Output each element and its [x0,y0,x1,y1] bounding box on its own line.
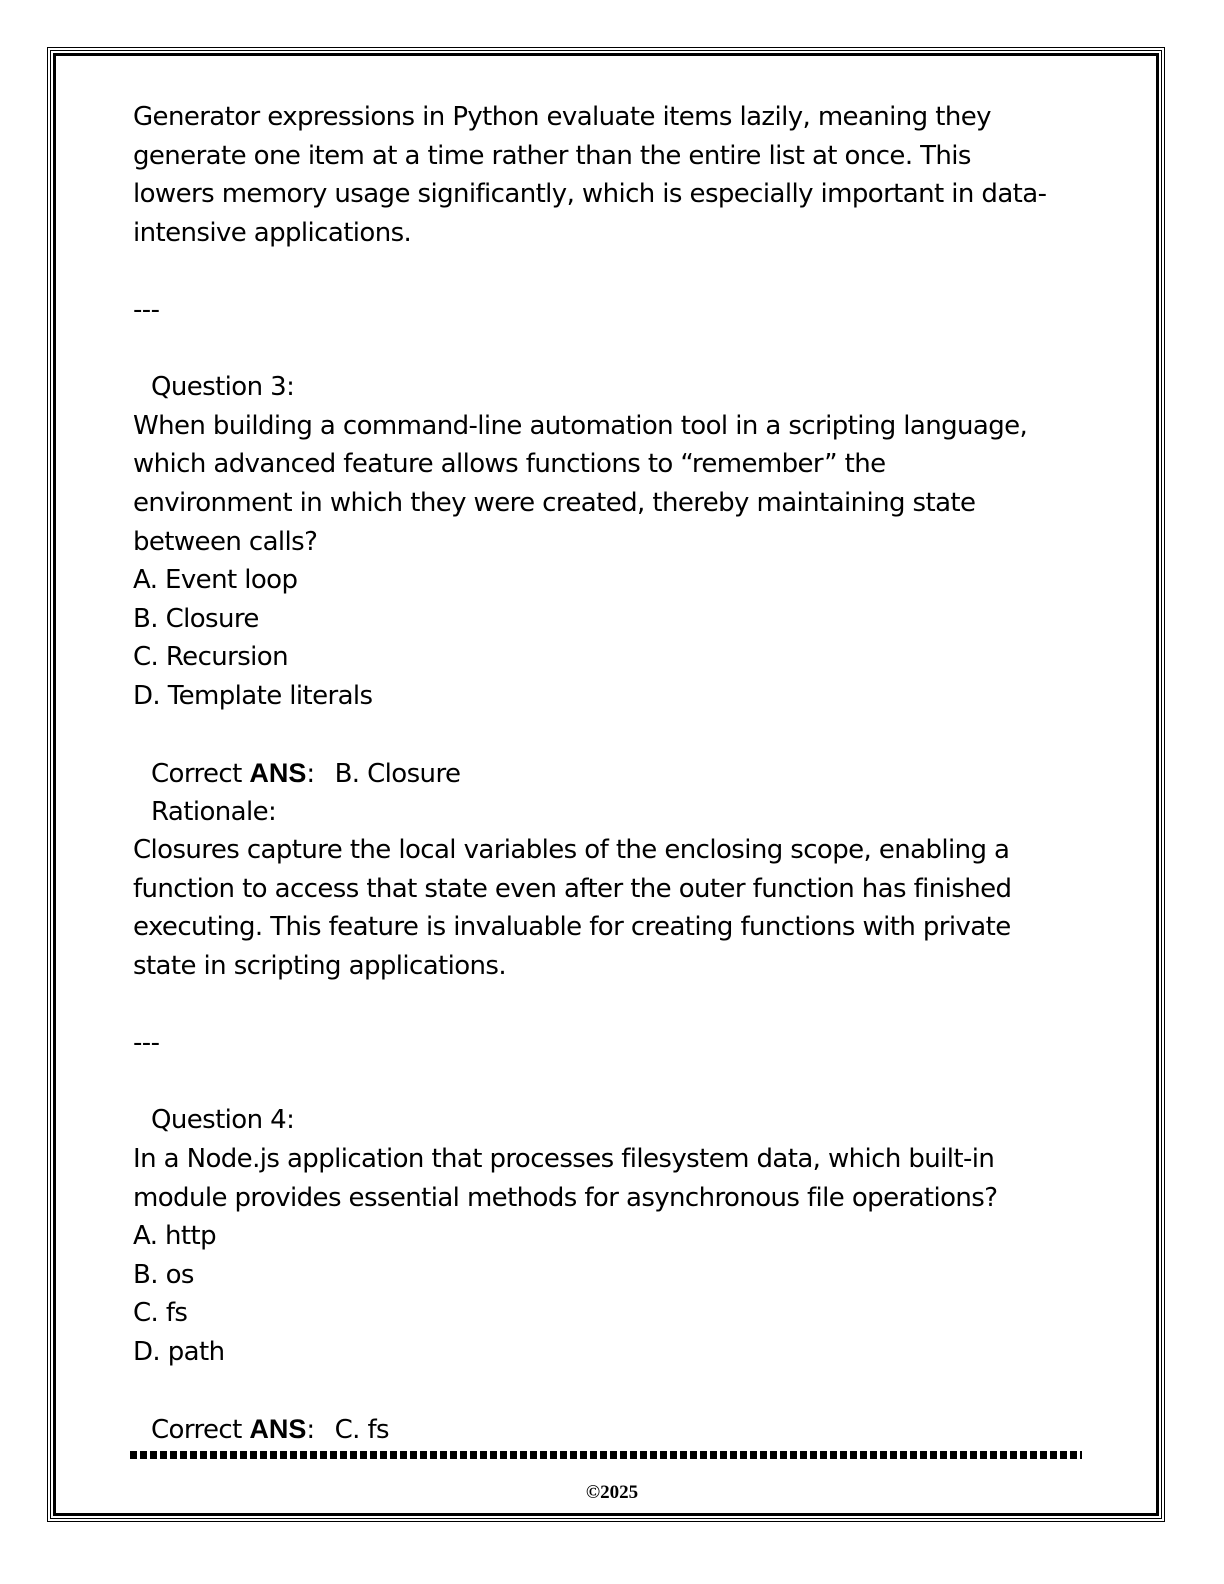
answer-option-b: B. Closure [133,603,259,634]
question-4 [133,1101,1093,1448]
answer-option-c: C. fs [133,1298,188,1329]
question-stem-line: In a Node.js application that processes filesystem data, which built-in [133,1144,995,1175]
rationale-line: executing. This feature is invaluable for creating functions with private [133,912,1011,943]
document-body [133,98,1093,1449]
question-stem-line: environment in which they were created, thereby maintaining state [133,487,976,518]
rationale-line: Closures capture the local variables of the enclosing scope, enabling a [133,835,1010,866]
answer-option-a: A. http [133,1221,217,1252]
correct-answer [133,754,1093,793]
paragraph-line: Generator expressions in Python evaluate items lazily, meaning they [133,102,991,132]
answer-option-b: B. os [133,1259,194,1290]
footer-dotted-divider [130,1451,1082,1459]
question-stem-line: which advanced feature allows functions to “remember” the [133,449,886,480]
correct-answer-value: C. fs [334,1415,389,1446]
paragraph-line: intensive applications. [133,217,412,248]
section-separator: --- [133,294,160,325]
ans-colon: : [306,759,315,790]
correct-answer-value: B. Closure [334,759,461,790]
section-separator: --- [133,1028,160,1059]
paragraph-line: generate one item at a time rather than the entire list at once. This [133,140,971,171]
rationale-line: state in scripting applications. [133,951,507,982]
question-3 [133,368,1093,986]
ans-label: ANS [249,758,307,789]
question-stem-line: When building a command-line automation tool in a scripting language, [133,410,1028,441]
paragraph-line: lowers memory usage significantly, which is especially important in data- [133,179,1047,210]
correct-prefix: Correct [151,759,250,790]
correct-prefix: Correct [151,1415,250,1446]
rationale-heading: Rationale: [151,796,277,827]
question-stem-line: between calls? [133,526,318,557]
answer-option-d: D. path [133,1337,225,1367]
rationale-line: function to access that state even after the outer function has finished [133,873,1012,904]
intro-paragraph [133,98,1093,252]
question-heading: Question 4: [151,1105,295,1136]
answer-option-a: A. Event loop [133,565,298,596]
question-heading: Question 3: [151,372,295,403]
correct-answer [133,1410,1093,1449]
answer-option-c: C. Recursion [133,642,288,673]
ans-label: ANS [249,1414,307,1445]
question-stem-line: module provides essential methods for asynchronous file operations? [133,1182,998,1213]
answer-option-d: D. Template literals [133,680,373,711]
ans-colon: : [306,1415,315,1446]
footer-copyright: ©2025 [585,1482,639,1503]
